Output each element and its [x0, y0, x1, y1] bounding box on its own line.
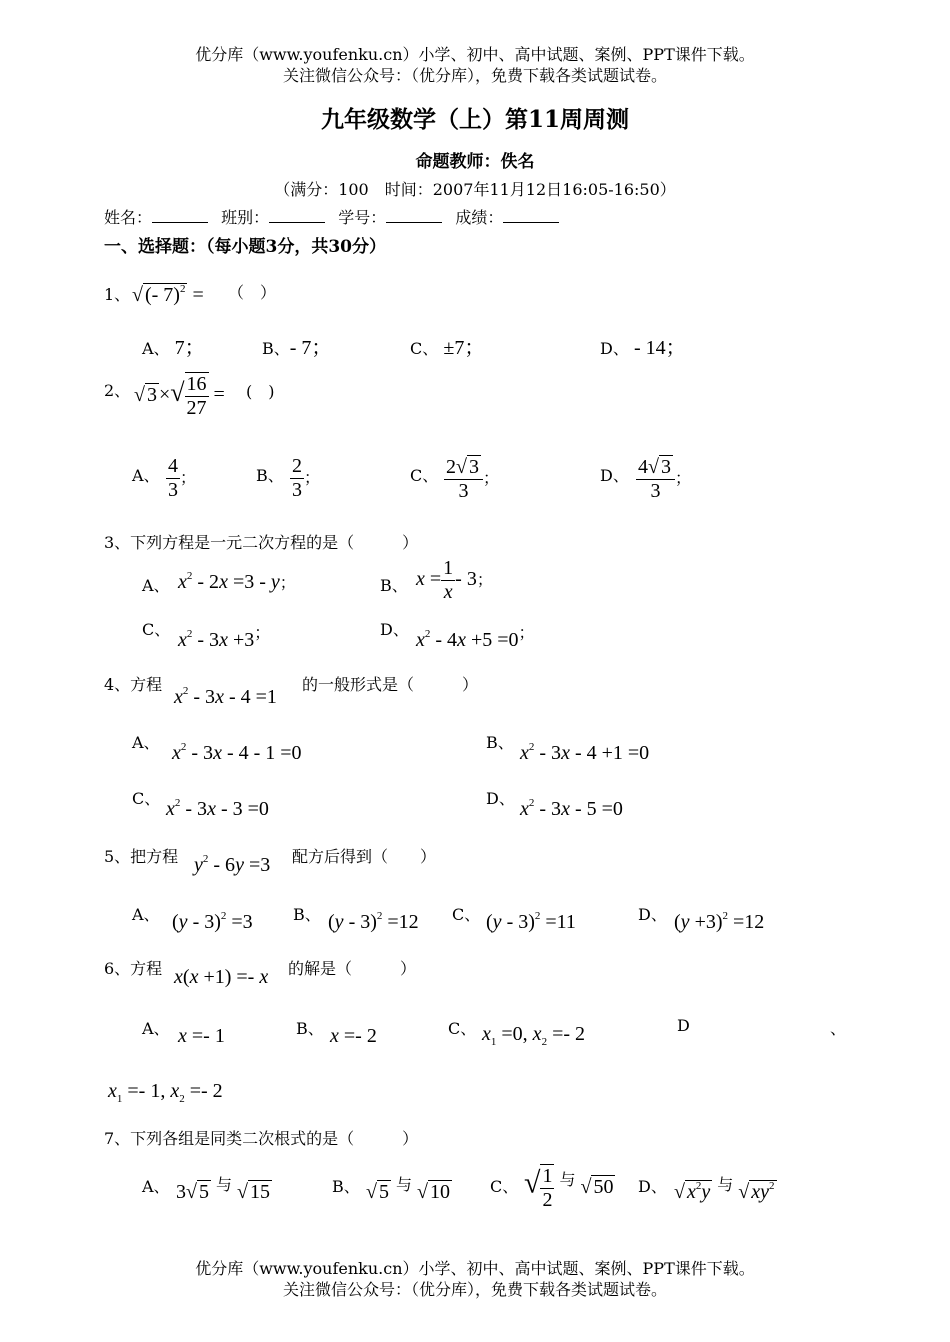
q7-text: 7、下列各组是同类二次根式的是（ ）	[104, 1129, 419, 1148]
score-blank[interactable]	[503, 208, 559, 223]
header-line-2: 关注微信公众号：（优分库），免费下载各类试题试卷。	[282, 66, 667, 85]
q4-option-b: B、	[486, 733, 514, 752]
q3-text: 3、下列方程是一元二次方程的是（ ）	[104, 533, 419, 552]
q4-option-d-eq: $x^2 - 3x - 5 =0$	[520, 797, 623, 820]
q7-option-d: D、	[638, 1177, 667, 1196]
q1-expression: √ (- 7)$^2$ =	[132, 283, 204, 306]
q2-paren: ( )	[246, 382, 275, 401]
q5-option-a-eq: (y - 3)$^2$ =3	[172, 910, 253, 933]
q5-option-d-eq: $(y +3)^2 =12$	[674, 910, 765, 933]
q6-post: 的解是（ ）	[288, 959, 417, 978]
q1-option-c: C、 ±7；	[410, 337, 485, 359]
q4-option-c: C、	[132, 789, 161, 808]
q2-option-c: C、	[410, 466, 439, 485]
q3-option-c-eq: $x^2 - 3x +3^;$	[178, 625, 271, 651]
q6-option-c: C、	[448, 1019, 477, 1038]
q5-option-b-eq: (y - 3)$^2$ =12	[328, 910, 419, 933]
teacher-line: 命题教师：佚名	[415, 152, 535, 172]
class-blank[interactable]	[269, 208, 325, 223]
q4-option-a-eq: $x^2 - 3x - 4 - 1 =0$	[172, 741, 302, 764]
score-label: 成绩：	[455, 208, 504, 227]
q4-option-d: D、	[486, 789, 515, 808]
q5-option-d: D、	[638, 905, 667, 924]
exam-info: （满分：100 时间：2007年11月12日16:05-16:50）	[274, 180, 676, 199]
class-label: 班别：	[221, 208, 270, 227]
q3-option-b-eq: x = $\frac{1}{x}$ - 3；	[416, 557, 493, 603]
q5-option-c: C、	[452, 905, 481, 924]
q6-pre: 6、方程	[104, 959, 163, 978]
q2-option-d-value: $\frac{4√ 3}{3}$ ；	[638, 456, 691, 502]
q3-option-a-eq: $x^2 - 2x =3 - y$；	[178, 570, 296, 593]
q6-option-b-eq: x =- 2	[330, 1025, 377, 1047]
q7-option-b-eq: √ 5 $^与$ √ 10	[366, 1177, 450, 1203]
q6-option-c-eq: $x_1 =0$, $x_2 =- 2$	[482, 1023, 586, 1048]
q6-option-d-eq: $x_1 =- 1$, $x_2 =- 2$	[108, 1080, 223, 1105]
q7-option-d-eq: √ $x^2y$ $^与$ √ $xy^2$	[674, 1177, 775, 1203]
q3-option-d-eq: $x^2 - 4x +5 =0^;$	[416, 625, 535, 651]
header-line-1: 优分库（www.youfenku.cn）小学、初中、高中试题、案例、PPT课件下载。	[195, 45, 755, 64]
q4-option-b-eq: $x^2 - 3x - 4 +1 =0$	[520, 741, 650, 764]
q5-option-a: A、	[132, 905, 160, 924]
q7-option-c: C、	[490, 1177, 519, 1196]
q6-equation: x(x +1) =- x	[174, 966, 269, 988]
q2-option-c-value: $\frac{2√ 3}{3}$ ；	[446, 456, 499, 502]
q3-option-d: D、	[380, 620, 409, 639]
q2-number: 2、	[104, 381, 131, 400]
q2-option-b-value: $\frac{2}{3}$ ；	[292, 455, 321, 501]
q4-option-c-eq: $x^2 - 3x - 3 =0$	[166, 797, 269, 820]
q7-option-a: A、	[142, 1177, 170, 1196]
q6-option-a-eq: x =- 1	[178, 1025, 225, 1047]
student-info-row	[104, 205, 559, 228]
q7-option-a-eq: 3√ 5 $^与$ √ 15	[176, 1177, 270, 1203]
q2-option-a-value: $\frac{4}{3}$ ；	[168, 455, 197, 501]
name-blank[interactable]	[152, 208, 208, 223]
q3-option-b: B、	[380, 576, 408, 595]
q1-option-d: D、 - 14；	[600, 337, 686, 359]
q4-option-a: A、	[132, 733, 160, 752]
q3-option-a: A、	[142, 576, 170, 595]
q7-option-b: B、	[332, 1177, 360, 1196]
footer-line-2: 关注微信公众号：（优分库），免费下载各类试题试卷。	[282, 1280, 667, 1299]
q5-equation: $y^2 - 6y =3$	[194, 853, 271, 876]
q4-pre: 4、方程	[104, 675, 163, 694]
page-title: 九年级数学（上）第11周周测	[320, 106, 629, 133]
q6-option-b: B、	[296, 1019, 324, 1038]
q6-option-d-comma: 、	[830, 1019, 847, 1038]
q1-paren: （ ）	[228, 283, 277, 302]
q2-expression: √ 3 ×√ $\frac{16}{27}$ =	[134, 373, 225, 419]
q2-option-a: A、	[132, 466, 160, 485]
q6-option-d: D	[677, 1016, 690, 1035]
q1-option-a: A、 7；	[142, 337, 205, 359]
q1-number: 1、	[104, 285, 131, 304]
q7-option-c-eq: √ $\frac{1}{2}$ $^与$ √ 50	[524, 1165, 614, 1211]
q5-option-b: B、	[293, 905, 321, 924]
q5-option-c-eq: (y - 3)$^2$ =11	[486, 910, 576, 933]
q1-option-b: B、- 7；	[262, 337, 332, 359]
q6-option-a: A、	[142, 1019, 170, 1038]
q3-option-c: C、	[142, 620, 171, 639]
q4-equation: $x^2 - 3x - 4 =1$	[174, 685, 277, 708]
student-id-blank[interactable]	[386, 208, 442, 223]
q2-option-b: B、	[256, 466, 284, 485]
section-heading: 一、选择题：（每小题3分，共30分）	[104, 237, 386, 257]
q2-option-d: D、	[600, 466, 629, 485]
footer-line-1: 优分库（www.youfenku.cn）小学、初中、高中试题、案例、PPT课件下载。	[195, 1259, 755, 1278]
q5-post: 配方后得到（ ）	[292, 847, 437, 866]
name-label: 姓名：	[104, 208, 153, 227]
q5-pre: 5、把方程	[104, 847, 179, 866]
q4-post: 的一般形式是（ ）	[302, 675, 479, 694]
student-id-label: 学号：	[338, 208, 387, 227]
